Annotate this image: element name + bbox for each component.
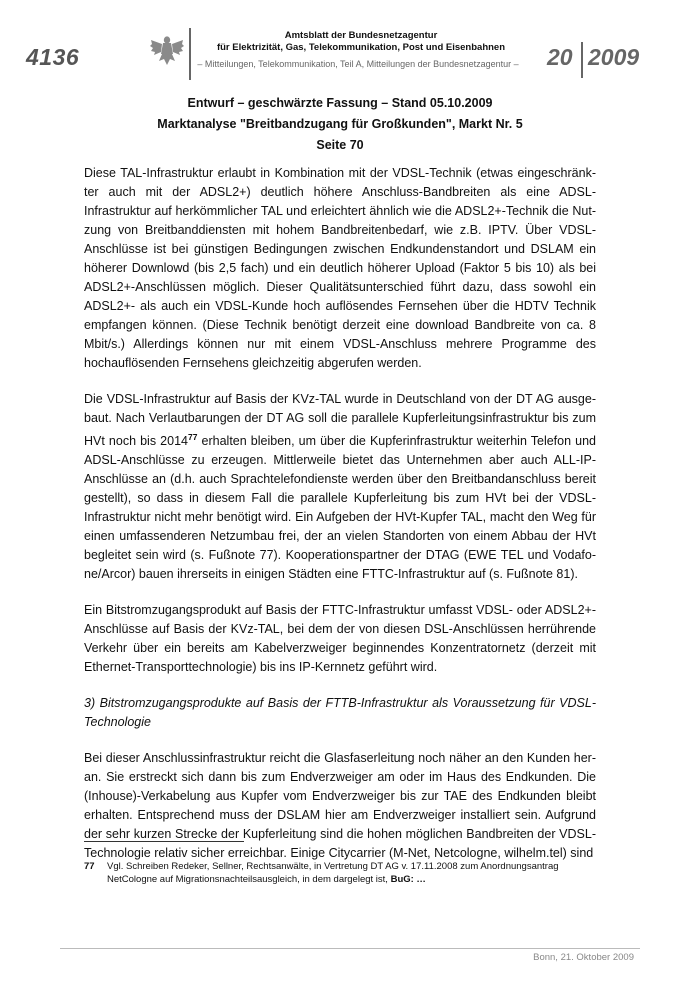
body-text [84, 164, 596, 880]
paragraph-tal-infrastructure: Diese TAL-Infrastruktur erlaubt in Kombination mit der VDSL-Technik (etwas eingeschränkter auch mit der ADSL2+) deutlich höhere Anschluss-Bandbreiten als eine ADSL-Infrastruktur auf herkömmlicher TAL und erleichtert ähnlich wie die ADSL2+-Technik die Nutzung von Breitbanddiensten mit hohem Bandbreitenbedarf, wie z.B. IPTV. Über VDSL-Anschlüsse ist bei günstigen Bedingungen zwischen Endkundenstandort und DSLAM ein höherer Downlowd (bis 2,5 fach) und ein deutlich höherer Upload (Faktor 5 bis 10) als bei ADSL2+-Anschlüssen möglich. Dieser Qualitätsunterschied führt dazu, dass sowohl ein ADSL2+- als auch ein VDSL-Kunde hoch auflösendes Fernsehen über die HDTV Technik empfangen können. (Diese Technik benötigt derzeit eine download Bandbreite von ca. 8 Mbit/s.) Allerdings können nur mit einem VDSL-Anschluss mehrere Programme des hochauflösenden Fernsehens gleichzeitig abgerufen werden. [84, 166, 596, 370]
federal-eagle-icon [150, 34, 184, 66]
issue-year: 2009 [588, 44, 640, 70]
market-analysis-title: Marktanalyse "Breitbandzugang für Großkunden", Markt Nr. 5 [157, 117, 523, 131]
document-titles [84, 93, 596, 156]
masthead-title: Amtsblatt der Bundesnetzagentur [284, 30, 438, 41]
footnote-reference[interactable]: 77 [187, 432, 198, 442]
masthead-section: – Mitteilungen, Telekommunikation, Teil A, Mitteilungen der Bundesnetzagentur – [197, 59, 519, 69]
footnote-body: Vgl. Schreiben Redeker, Sellner, Rechtsanwälte, in Vertretung DT AG v. 17.11.2008 zum Anordnungsantrag NetCologne auf Migrationsnachteilsausgleich, in dem dargelegt ist, [107, 861, 559, 885]
page-number: 4136 [26, 44, 80, 70]
footnote-separator [84, 841, 244, 842]
paragraph-fttb-infrastructure: Bei dieser Anschlussinfrastruktur reicht die Glasfaserleitung noch näher an den Kunden heran. Sie erstreckt sich dann bis zum Endverzweiger am oder im Haus des Endkunden. Die (Inhouse)-Verkabelung aus Kupfer vom Endverzweiger bis zur TAE des Endkunden bleibt erhalten. Entsprechend muss der DSLAM hier am Endverzweiger installiert sein. Aufgrund der sehr kurzen Strecke der Kupferleitung sind die hohen möglichen Bandbreiten der VDSL-Technologie relativ sicher erreichbar. Einige Citycarrier (M-Net, Netcologne, wilhelm.tel) sind [84, 751, 596, 861]
footnote [84, 860, 604, 886]
section-heading: 3) Bitstromzugangsprodukte auf Basis der FTTB-Infrastruktur als Voraussetzung für VDSL-Technologie [84, 696, 596, 730]
masthead-subtitle: für Elektrizität, Gas, Telekommunikation, Post und Eisenbahnen [216, 42, 506, 53]
page-label: Seite 70 [316, 138, 364, 152]
footnote-text [107, 860, 604, 886]
paragraph-vdsl-infrastructure [84, 390, 596, 584]
masthead [196, 30, 526, 71]
paragraph-text: erhalten bleiben, um über die Kupferinfrastruktur weiterhin Telefon und ADSL-Anschlüsse zu erzeugen. Mittlerweile bietet das Unternehmen aber auch ALL-IP-Anschlüsse an (d.h. auch Sprachtelefondienste werden über den Breitbandanschluss bereit gestellt), so dass in diesem Fall die parallele Kupferleitung bis zum HVt bei der VDSL-Infrastruktur nicht mehr benötigt wird. Ein Aufgeben der HVt-Kupfer TAL, macht den Weg für einen umfassenderen Netzumbau frei, der an vielen Standorten von einem Abbau der HVt begleitet sein wird (s. Fußnote 77). Kooperationspartner der DTAG (EWE TEL und Vodafone/Arcor) bauen ihrerseits in einigen Städten eine FTTC-Infrastruktur auf (s. Fußnote 81). [84, 434, 596, 582]
paragraph-text: Die VDSL-Infrastruktur auf Basis der KVz-TAL wurde in Deutschland von der DT AG ausgebaut. Nach Verlautbarungen der DT AG soll die parallele Kupferleitungsinfrastruktur bis zum HVt noch bis 2014 [84, 392, 596, 449]
paragraph-fttc-bitstream: Ein Bitstromzugangsprodukt auf Basis der FTTC-Infrastruktur umfasst VDSL- oder ADSL2+-Anschlüsse auf Basis der KVz-TAL, bei dem der von diesen DSL-Anschlüssen herrührende Verkehr über ein bereits am Kabelverzweiger beginnendes Konzentratornetz (derzeit mit Ethernet-Transporttechnologie) bis ins IP-Kernnetz geführt wird. [84, 603, 596, 675]
draft-status-title: Entwurf – geschwärzte Fassung – Stand 05.10.2009 [187, 96, 493, 110]
header-divider-right [581, 42, 583, 78]
footnote-number: 77 [84, 861, 95, 872]
header-divider-left [189, 28, 191, 80]
footnote-bold-tail: BuG: … [390, 874, 426, 885]
footer-date: Bonn, 21. Oktober 2009 [533, 952, 634, 963]
footer-separator [60, 948, 640, 949]
issue-number: 20 [547, 44, 573, 70]
